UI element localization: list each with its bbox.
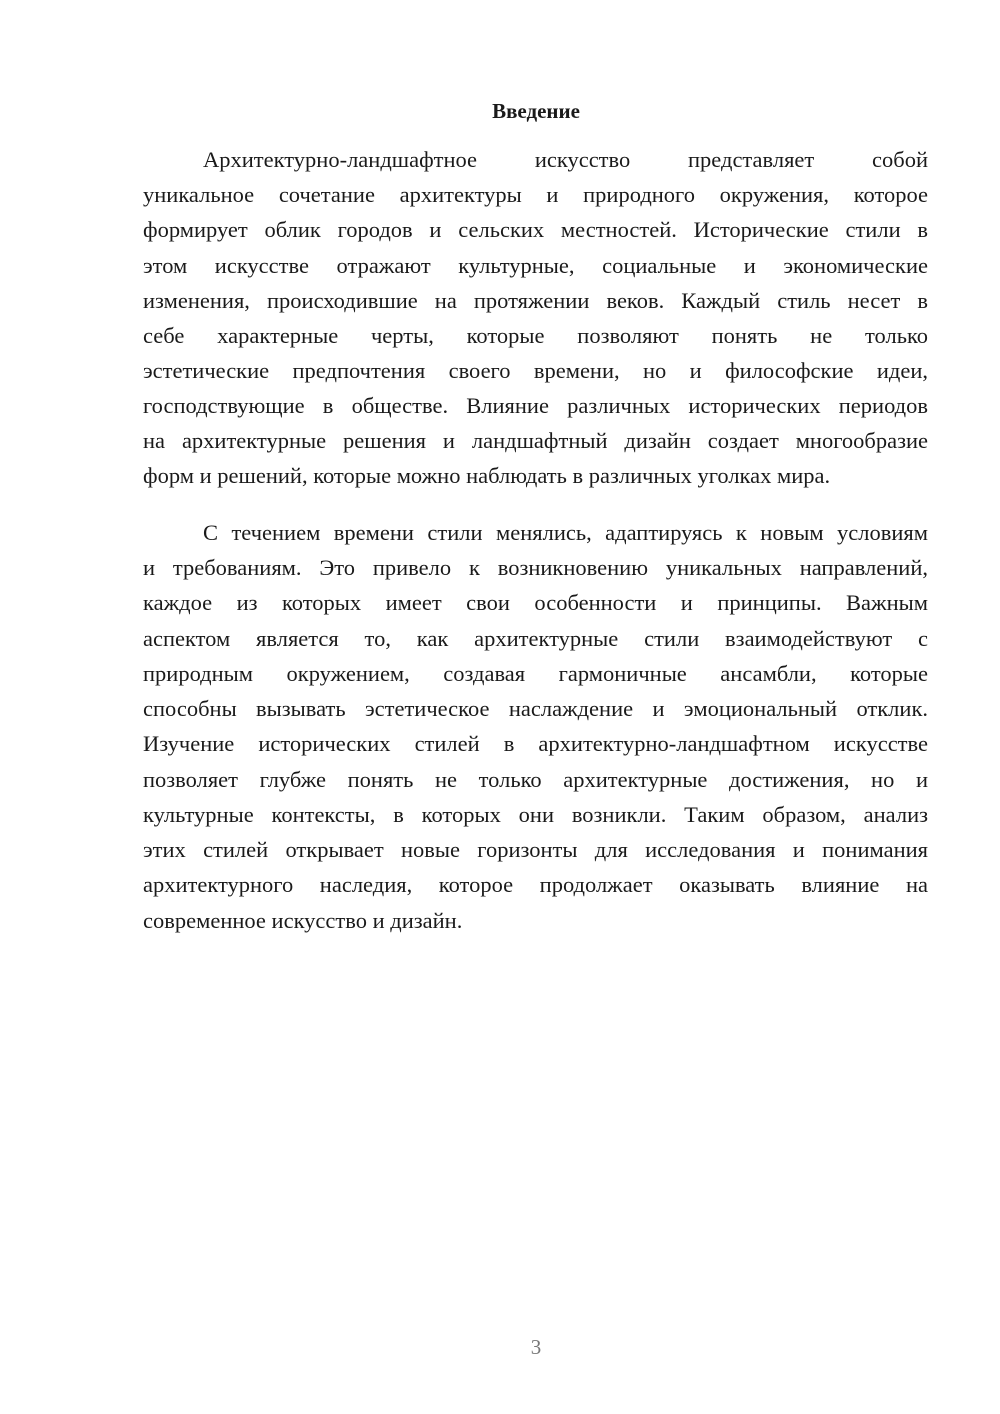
paragraph-line: формирует облик городов и сельских местностей. Исторические стили в [143,217,928,242]
section-heading: Введение [492,99,580,123]
paragraph-line: культурные контексты, в которых они возникли. Таким образом, анализ [143,802,928,827]
paragraph-line: позволяет глубже понять не только архитектурные достижения, но и [143,767,928,792]
page-number: 3 [530,1335,542,1359]
paragraph-line: С течением времени стили менялись, адаптируясь к новым условиям [203,520,928,545]
paragraph-line: эстетические предпочтения своего времени, но и философские идеи, [143,358,928,383]
paragraph-line: аспектом является то, как архитектурные стили взаимодействуют с [143,626,928,651]
paragraph-line: господствующие в обществе. Влияние различных исторических периодов [143,393,928,418]
paragraph-line: изменения, происходившие на протяжении веков. Каждый стиль несет в [143,288,928,313]
paragraph-line: форм и решений, которые можно наблюдать в различных уголках мира. [143,463,831,488]
paragraph-line: способны вызывать эстетическое наслаждение и эмоциональный отклик. [143,696,928,721]
paragraph-line: Архитектурно-ландшафтное искусство представляет собой [203,147,928,172]
paragraph-line: Изучение исторических стилей в архитектурно-ландшафтном искусстве [143,731,928,756]
paragraph-line: современное искусство и дизайн. [143,908,463,933]
paragraph-line: уникальное сочетание архитектуры и природного окружения, которое [143,182,928,207]
paragraph-line: этом искусстве отражают культурные, социальные и экономические [143,253,928,278]
paragraph-line: этих стилей открывает новые горизонты для исследования и понимания [143,837,928,862]
paragraph-line: архитектурного наследия, которое продолжает оказывать влияние на [143,872,928,897]
paragraph-line: себе характерные черты, которые позволяют понять не только [143,323,928,348]
paragraph-line: каждое из которых имеет свои особенности и принципы. Важным [143,590,928,615]
paragraph-line: природным окружением, создавая гармоничные ансамбли, которые [143,661,928,686]
paragraph-line: и требованиям. Это привело к возникновению уникальных направлений, [143,555,928,580]
paragraph-line: на архитектурные решения и ландшафтный дизайн создает многообразие [143,428,928,453]
